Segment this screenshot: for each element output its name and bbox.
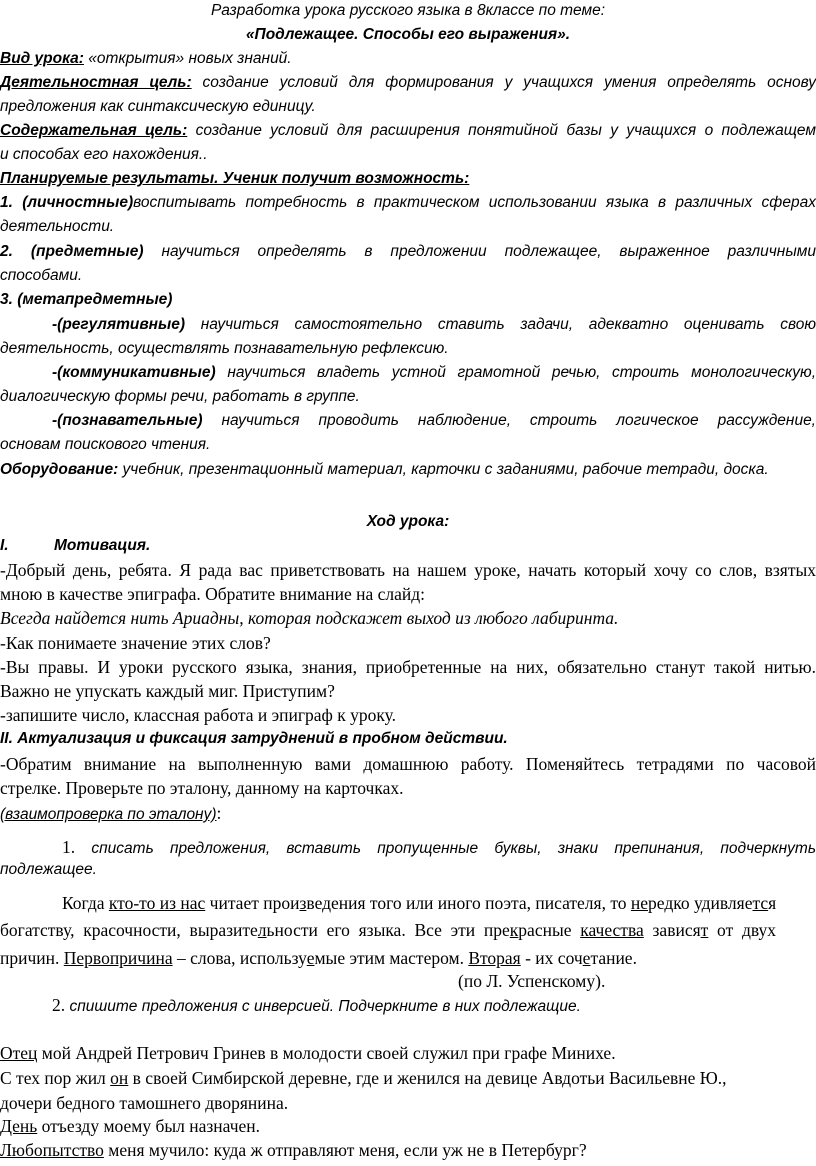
activity-goal-line-1: Деятельностная цель: создание условий для формирования у учащихся умения определять основу [0, 74, 816, 91]
check-note: (взаимопроверка по эталону): [0, 803, 222, 823]
quote-line-3: причин. Первопричина – слова, используемые этим мастером. Вторая - их сочетание. [0, 948, 637, 968]
lesson-type: Вид урока: «открытия» новых знаний. [0, 50, 292, 67]
results-communicative-line-2: диалогическую формы речи, работать в группе. [0, 388, 360, 405]
quote-line-1: Когда кто-то из нас читает произведения того или иного поэта, писателя, то нередко удивляется [62, 893, 777, 913]
lesson-title: Разработка урока русского языка в 8классе по теме: [210, 2, 606, 19]
answer-line-2: Важно не упускать каждый миг. Приступим? [0, 681, 335, 701]
sentence-1: Отец мой Андрей Петрович Гринев в молодости своей служил при графе Минихе. [0, 1043, 616, 1063]
results-personal-line-2: деятельности. [0, 218, 115, 235]
results-subject-line-1: 2. (предметные) научиться определять в предложении подлежащее, выраженное различными [0, 243, 816, 260]
sentence-2: С тех пор жил он в своей Симбирской деревне, где и женился на девице Авдотьи Васильевне Ю., [0, 1068, 727, 1088]
task-1-line-1: 1. списать предложения, вставить пропущенные буквы, знаки препинания, подчеркнуть [62, 837, 816, 857]
activity-goal-line-2: предложения как синтаксическую единицу. [0, 98, 316, 115]
results-communicative-line-1: -(коммуникативные) научиться владеть устной грамотной речью, строить монологическую, [52, 364, 816, 381]
section-1-heading: I. Мотивация. [0, 537, 151, 554]
sentence-5: Любопытство меня мучило: куда ж отправляют меня, если уж не в Петербург? [0, 1140, 587, 1160]
course-heading: Ход урока: [366, 513, 450, 530]
sentence-4: День отъезду моему был назначен. [0, 1116, 261, 1136]
instruction-line: -запишите число, классная работа и эпиграф к уроку. [0, 705, 396, 725]
equipment: Оборудование: учебник, презентационный материал, карточки с заданиями, рабочие тетради, доска. [0, 461, 769, 478]
content-goal-line-2: и способах его нахождения.. [0, 146, 208, 163]
lesson-topic: «Подлежащее. Способы его выражения». [245, 26, 571, 43]
task-2: 2. спишите предложения с инверсией. Подчеркните в них подлежащие. [52, 995, 581, 1015]
results-regulative-line-1: -(регулятивные) научиться самостоятельно ставить задачи, адекватно оценивать свою [52, 316, 816, 333]
greeting-line-2: мною в качестве эпиграфа. Обратите внимание на слайд: [0, 584, 425, 604]
quote-source: (по Л. Успенскому). [458, 971, 606, 991]
question-line: -Как понимаете значение этих слов? [0, 633, 271, 653]
answer-line-1: -Вы правы. И уроки русского языка, знания, приобретенные на них, обязательно станут такой нитью. [0, 657, 816, 677]
results-cognitive-line-2: основам поискового чтения. [0, 436, 211, 453]
homework-line-2: стрелке. Проверьте по эталону, данному на карточках. [0, 778, 404, 798]
results-cognitive-line-1: -(познавательные) научиться проводить наблюдение, строить логическое рассуждение, [52, 412, 816, 429]
quote-line-2: богатству, красочности, выразительности его языка. Все эти прекрасные качества зависят от двух [0, 920, 777, 940]
task-1-line-2: подлежащее. [0, 861, 97, 878]
results-personal-line-1: 1. (личностные)воспитывать потребность в практическом использовании языка в различных сферах [0, 194, 816, 211]
results-subject-line-2: способами. [0, 267, 83, 284]
results-regulative-line-2: деятельность, осуществлять познавательную рефлексию. [0, 340, 449, 357]
epigraph: Всегда найдется нить Ариадны, которая подскажет выход из любого лабиринта. [0, 608, 619, 628]
homework-line-1: -Обратим внимание на выполненную вами домашнюю работу. Поменяйтесь тетрадями по часовой [0, 754, 816, 774]
results-heading: Планируемые результаты. Ученик получит возможность: [0, 170, 470, 187]
sentence-3: дочери бедного тамошнего дворянина. [0, 1093, 289, 1113]
results-meta-heading: 3. (метапредметные) [0, 291, 173, 308]
section-2-heading: II. Актуализация и фиксация затруднений в пробном действии. [0, 730, 508, 747]
content-goal-line-1: Содержательная цель: создание условий для расширения понятийной базы у учащихся о подлежащем [0, 122, 816, 139]
greeting-line-1: -Добрый день, ребята. Я рада вас приветствовать на нашем уроке, начать который хочу со слов, взятых [0, 560, 816, 580]
